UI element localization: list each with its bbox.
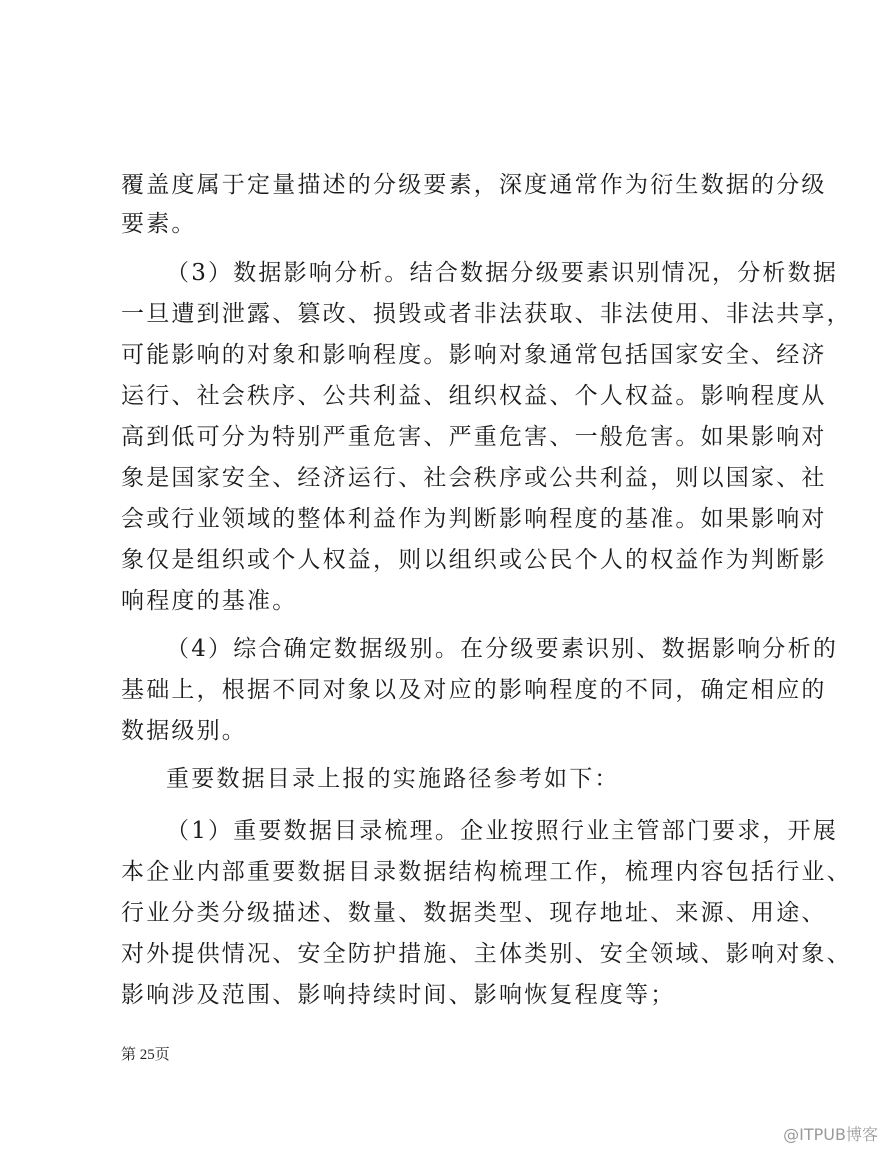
paragraph-line: （4）综合确定数据级别。在分级要素识别、数据影响分析的	[166, 636, 839, 662]
paragraph-line: 数据级别。	[121, 718, 247, 744]
paragraph-line: 对外提供情况、安全防护措施、主体类别、安全领域、影响对象、	[121, 941, 852, 967]
paragraph-line: 影响涉及范围、影响持续时间、影响恢复程度等；	[121, 982, 676, 1008]
paragraph-line: 象是国家安全、经济运行、社会秩序或公共利益，则以国家、社	[121, 465, 827, 491]
paragraph-line: 重要数据目录上报的实施路径参考如下：	[166, 766, 620, 792]
paragraph-line: 象仅是组织或个人权益，则以组织或公民个人的权益作为判断影	[121, 547, 827, 573]
paragraph-line: 可能影响的对象和影响程度。影响对象通常包括国家安全、经济	[121, 342, 827, 368]
page-number: 第 25页	[121, 1047, 170, 1063]
paragraph-line: 行业分类分级描述、数量、数据类型、现存地址、来源、用途、	[121, 900, 827, 926]
paragraph-line: （1）重要数据目录梳理。企业按照行业主管部门要求，开展	[166, 818, 839, 844]
paragraph-line: 一旦遭到泄露、篡改、损毁或者非法获取、非法使用、非法共享，	[121, 301, 852, 327]
watermark: @ITPUB博客	[783, 1125, 878, 1144]
paragraph-line: 要素。	[121, 211, 197, 237]
paragraph-line: 会或行业领域的整体利益作为判断影响程度的基准。如果影响对	[121, 506, 827, 532]
paragraph-line: 覆盖度属于定量描述的分级要素，深度通常作为衍生数据的分级	[121, 172, 827, 198]
paragraph-line: 高到低可分为特别严重危害、严重危害、一般危害。如果影响对	[121, 424, 827, 450]
paragraph-line: 基础上，根据不同对象以及对应的影响程度的不同，确定相应的	[121, 677, 827, 703]
paragraph-line: （3）数据影响分析。结合数据分级要素识别情况，分析数据	[166, 260, 839, 286]
paragraph-line: 响程度的基准。	[121, 588, 298, 614]
paragraph-line: 运行、社会秩序、公共利益、组织权益、个人权益。影响程度从	[121, 383, 827, 409]
paragraph-line: 本企业内部重要数据目录数据结构梳理工作，梳理内容包括行业、	[121, 859, 852, 885]
